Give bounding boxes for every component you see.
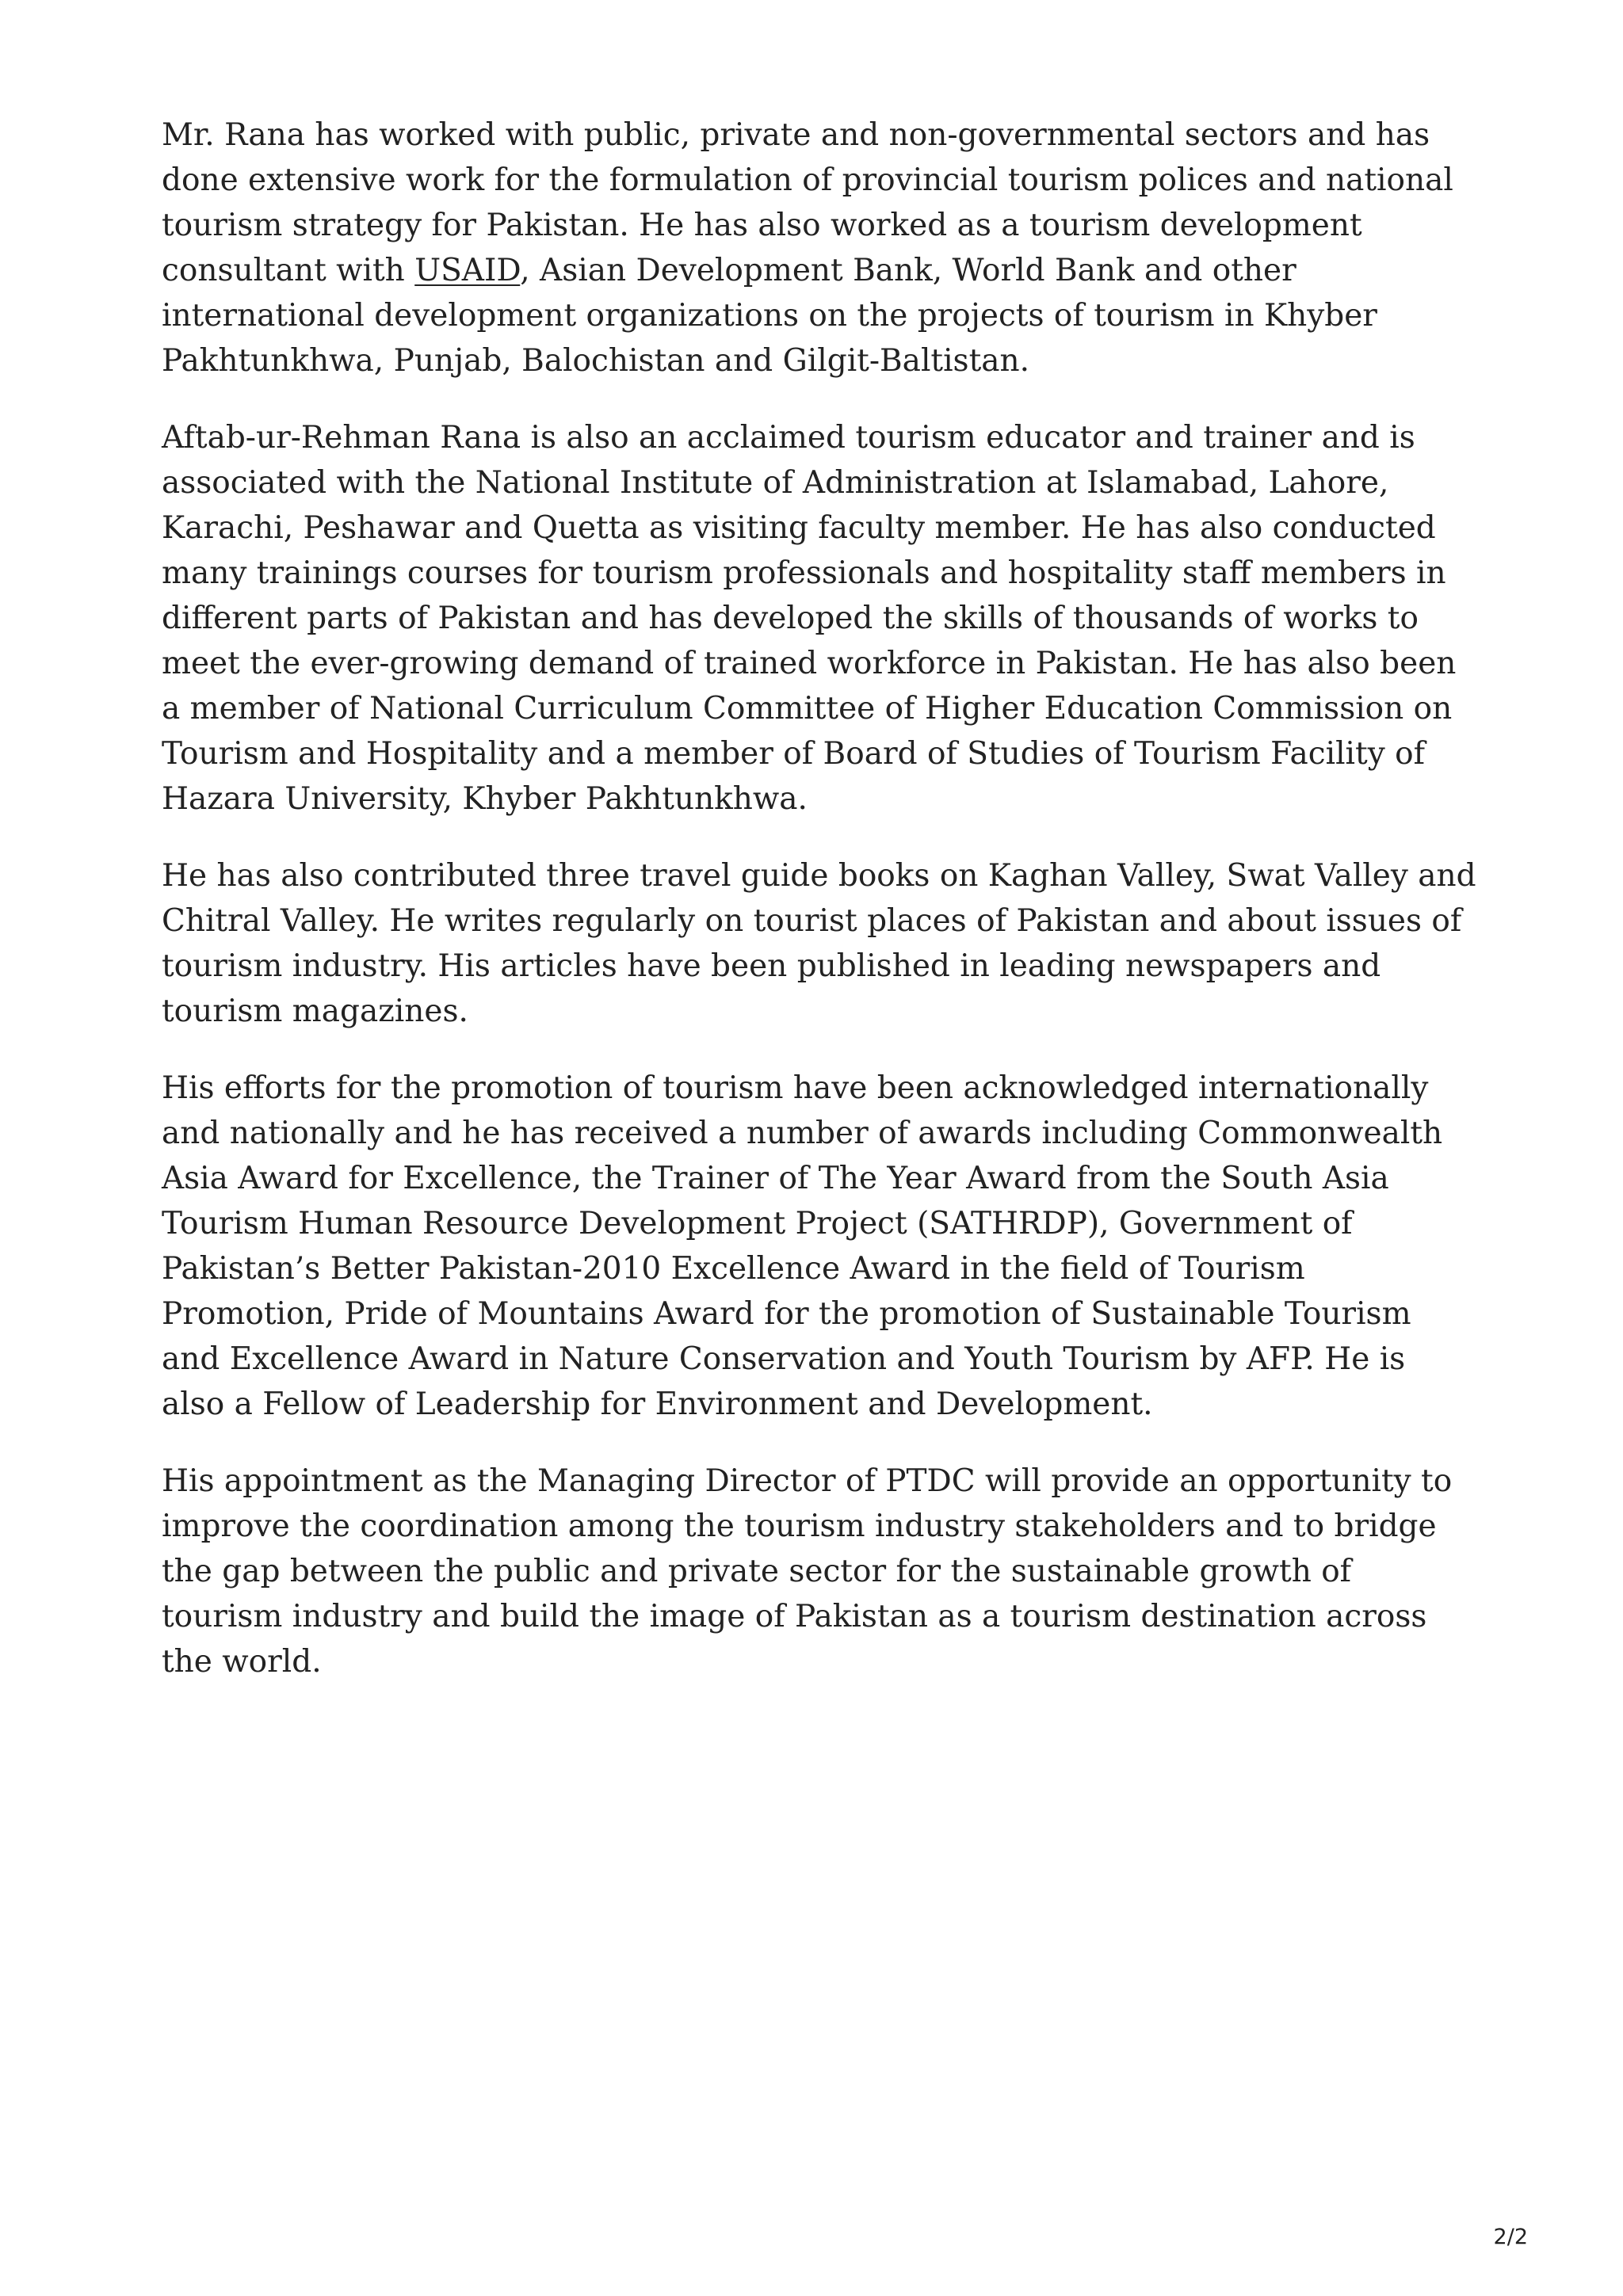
usaid-link[interactable]: USAID bbox=[414, 253, 521, 288]
paragraph-1-text-start: Mr. Rana has worked with public, private and non-governmental sectors and has done extensive work for the formulation of provincial tourism polices and national tourism strategy for Pakistan. He has also worked as a tourism development consultant with bbox=[162, 117, 1453, 288]
paragraph-2: Aftab-ur-Rehman Rana is also an acclaimed tourism educator and trainer and is associated with the National Institute of Administration at Islamabad, Lahore, Karachi, Peshawar and Quetta as visiting faculty member. He has also conducted many trainings courses for tourism professionals and hospitality staff members in different parts of Pakistan and has developed the skills of thousands of works to meet the ever-growing demand of trained workforce in Pakistan. He has also been a member of National Curriculum Committee of Higher Education Commission on Tourism and Hospitality and a member of Board of Studies of Tourism Facility of Hazara University, Khyber Pakhtunkhwa. bbox=[162, 420, 1457, 817]
paragraph-5: His appointment as the Managing Director of PTDC will provide an opportunity to improve the coordination among the tourism industry stakeholders and to bridge the gap between the public and private sector for the sustainable growth of tourism industry and build the image of Pakistan as a tourism destination across the world. bbox=[162, 1463, 1453, 1680]
paragraph-1-text-end: , Asian Development Bank, World Bank and other international development organizations on the projects of tourism in Khyber Pakhtunkhwa, Punjab, Balochistan and Gilgit-Baltistan. bbox=[162, 253, 1377, 379]
paragraph-4: His efforts for the promotion of tourism have been acknowledged internationally and nationally and he has received a number of awards including Commonwealth Asia Award for Excellence, the Trainer of The Year Award from the South Asia Tourism Human Resource Development Project (SATHRDP), Government of Pakistan’s Better Pakistan-2010 Excellence Award in the field of Tourism Promotion, Pride of Mountains Award for the promotion of Sustainable Tourism and Excellence Award in Nature Conservation and Youth Tourism by AFP. He is also a Fellow of Leadership for Environment and Development. bbox=[162, 1070, 1443, 1422]
paragraph-1 bbox=[162, 113, 1477, 383]
page-number: 2/2 bbox=[1493, 2225, 1528, 2249]
article-body bbox=[162, 113, 1477, 1716]
paragraph-3: He has also contributed three travel guide books on Kaghan Valley, Swat Valley and Chitral Valley. He writes regularly on tourist places of Pakistan and about issues of tourism industry. His articles have been published in leading newspapers and tourism magazines. bbox=[162, 858, 1476, 1029]
